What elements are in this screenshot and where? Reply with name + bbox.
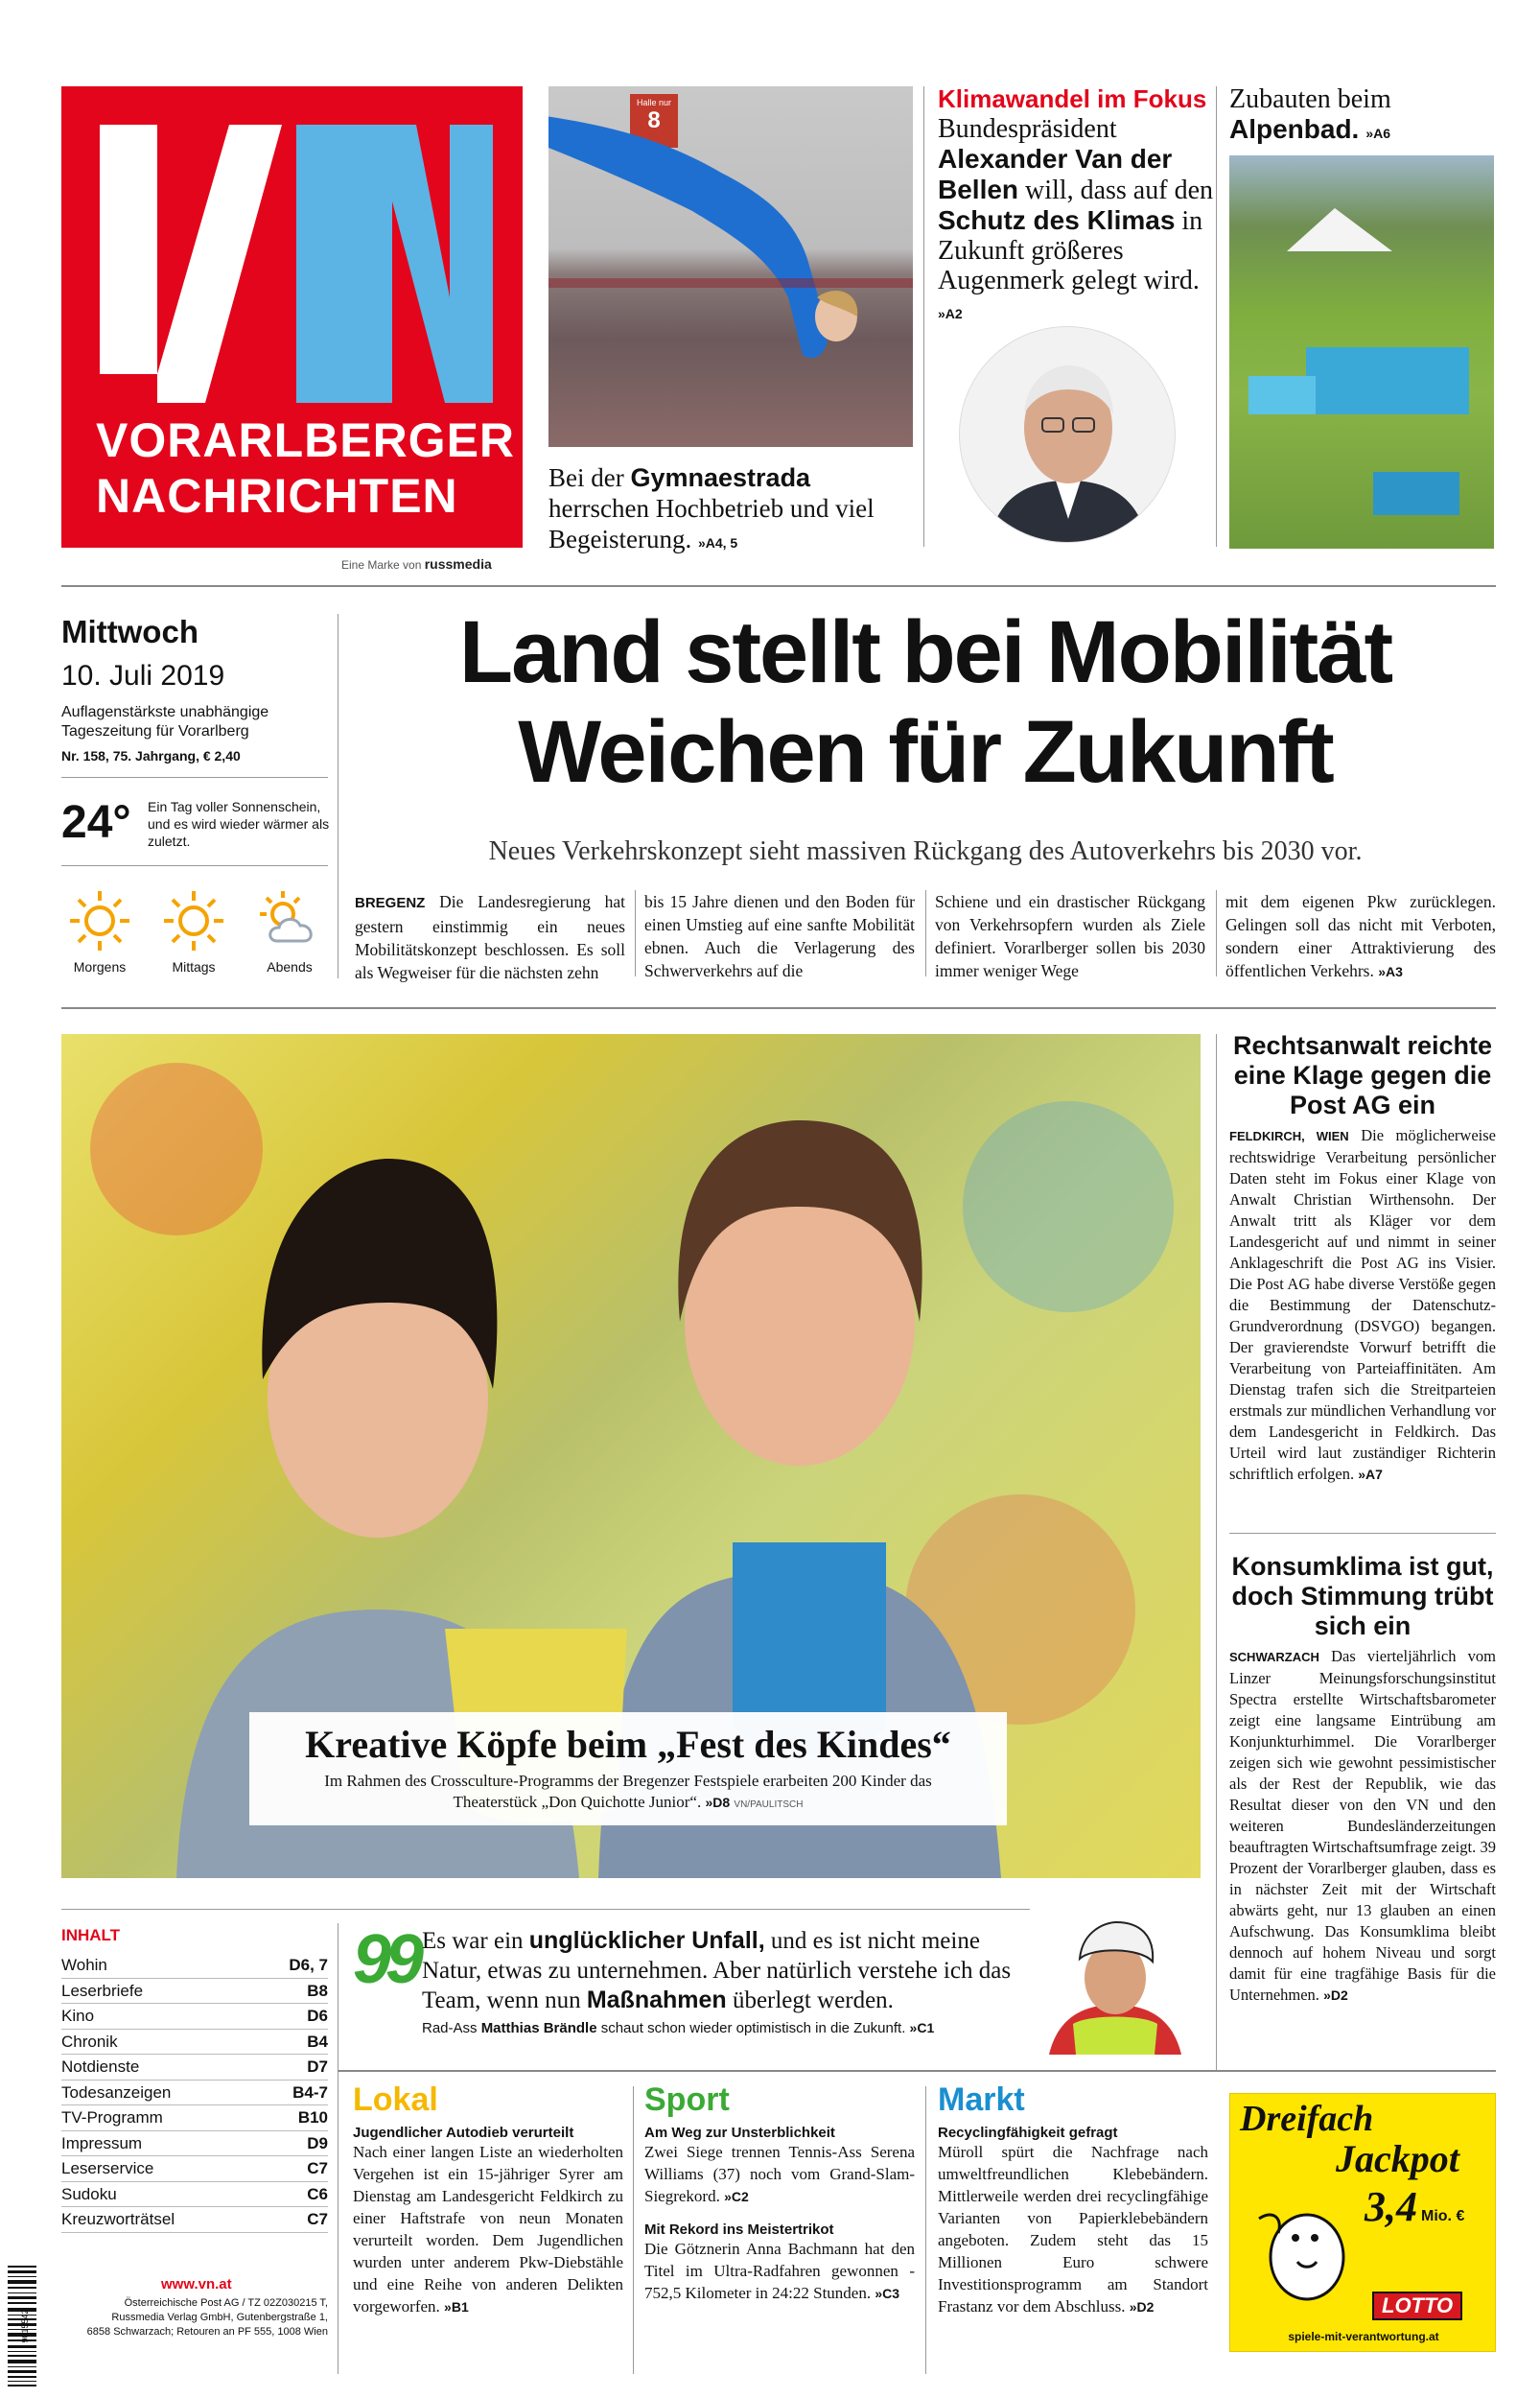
- weather-forecast: Ein Tag voller Sonnenschein, und es wird wieder wärmer als zuletzt.: [148, 799, 330, 849]
- inhalt-item[interactable]: [61, 2004, 328, 2030]
- inhalt-item[interactable]: [61, 2030, 328, 2056]
- section-lokal-title: Lokal: [353, 2081, 438, 2118]
- weekday: Mittwoch: [61, 614, 198, 649]
- inhalt-item-label: Kreuzworträtsel: [61, 2210, 175, 2228]
- hall-sign: Halle nur 8: [630, 94, 678, 148]
- lotto-footer: spiele-mit-verantwortung.at: [1288, 2330, 1439, 2343]
- inhalt-item-label: Todesanzeigen: [61, 2082, 172, 2102]
- portrait-person-icon: [960, 327, 1176, 543]
- pool-icon: [1229, 155, 1494, 549]
- weather-slot-morning: Morgens: [61, 887, 138, 975]
- inhalt-list: [61, 1953, 328, 2233]
- sun-icon: [160, 887, 227, 954]
- photo-caption-box: [249, 1712, 1007, 1825]
- inhalt-item-label: Sudoku: [61, 2184, 117, 2203]
- gymnaestrada-caption[interactable]: Bei der Gymnaestrada herrschen Hochbetrieb und viel Begeisterung. »A4, 5: [548, 463, 875, 553]
- inhalt-title: INHALT: [61, 1926, 121, 1944]
- section-sport-title: Sport: [644, 2081, 730, 2118]
- inhalt-item-label: Impressum: [61, 2133, 143, 2152]
- braendle-portrait[interactable]: [1030, 1909, 1201, 2055]
- lead-col-4: mit dem eigenen Pkw zurücklegen. Gelingen soll das nicht mit Verboten, sondern einer Attraktivierung des öffentlichen Verkehrs. »A3: [1225, 892, 1496, 980]
- inhalt-item-page: C6: [307, 2184, 328, 2203]
- inhalt-item-label: TV-Programm: [61, 2108, 163, 2127]
- lotto-mascot-icon: [1249, 2180, 1355, 2305]
- inhalt-item-page: B4-7: [292, 2082, 328, 2102]
- inhalt-item[interactable]: [61, 2207, 328, 2233]
- inhalt-item-page: D6: [307, 2007, 328, 2025]
- alpenbad-teaser[interactable]: Zubauten beim Alpenbad. »A6: [1229, 84, 1391, 144]
- tagline: Auflagenstärkste unabhängige Tageszeitung für Vorarlberg: [61, 704, 269, 740]
- imprint-url[interactable]: www.vn.at: [161, 2276, 232, 2292]
- klima-kicker: Klimawandel im Fokus: [938, 84, 1207, 113]
- inhalt-item-page: B10: [297, 2108, 328, 2127]
- weather-slot-noon: Mittags: [155, 887, 232, 975]
- masthead-name-line1: VORARLBERGER: [96, 413, 516, 467]
- inhalt-item-label: Wohin: [61, 1956, 107, 1974]
- gymnast-icon: [548, 86, 913, 447]
- inhalt-item-page: C7: [307, 2159, 328, 2177]
- brand-line: Eine Marke von russmedia: [341, 556, 492, 572]
- inhalt-item-page: B4: [307, 2032, 328, 2051]
- inhalt-item[interactable]: [61, 2105, 328, 2131]
- gymnaestrada-photo[interactable]: [548, 86, 913, 447]
- inhalt-item-page: D9: [307, 2133, 328, 2152]
- cyclist-portrait-icon: [1030, 1909, 1201, 2055]
- lead-col-1: BREGENZ Die Landesregierung hat gestern einstimmig ein neues Mobilitätskonzept beschlossen. Es soll als Wegweiser für die nächsten zehn: [355, 892, 626, 982]
- alpenbad-photo[interactable]: [1229, 155, 1494, 549]
- inhalt-item-page: C7: [307, 2210, 328, 2228]
- temperature: 24°: [61, 797, 131, 848]
- photo-story-caption: Im Rahmen des Crossculture-Programms der Bregenzer Festspiele erarbeiten 200 Kinder das Theaterstück „Don Quichotte Junior“. »D8 VN/PAULITSCH: [324, 1772, 932, 1811]
- klima-teaser[interactable]: Klimawandel im Fokus Bundespräsident Alexander Van der Bellen will, dass auf den Schutz des Klimas in Zukunft größeres Augenmerk gelegt wird. »A2: [938, 84, 1216, 329]
- side-story-1-body: FELDKIRCH, WIEN Die möglicherweise rechtswidrige Verarbeitung persönlicher Daten steht im Fokus einer Klage von Anwalt Christian Wirthensohn. Der Anwalt tritt als Kläger vor dem Landesgericht auf und nimmt in seiner Anklageschrift die Post AG ins Visier. Die Post AG habe diverse Verstöße gegen die Bestimmung der Datenschutz-Grundverordnung (DSVGO) begangen. Der gravierendste Vorwurf betrifft die Verarbeitung von Parteiaffinitäten. Am Dienstag trafen sich die Streitparteien erstmals zur mündlichen Verhandlung vor dem Landesgericht in Feldkirch. Das Urteil wird laut zuständiger Richterin schriftlich erfolgen. »A7: [1229, 1126, 1496, 1483]
- lotto-ad[interactable]: Dreifach Jackpot 3,4 Mio. € LOTTO spiele-mit-verantwortung.at: [1229, 2093, 1496, 2352]
- photo-story-title: Kreative Köpfe beim „Fest des Kindes“: [305, 1723, 951, 1766]
- inhalt-item[interactable]: [61, 2081, 328, 2106]
- quote-mark-icon: 99: [353, 1921, 419, 1998]
- side-story-2-headline[interactable]: Konsumklima ist gut, doch Stimmung trübt sich ein: [1231, 1552, 1494, 1640]
- inhalt-item[interactable]: [61, 1953, 328, 1979]
- inhalt-item-label: Kino: [61, 2007, 95, 2025]
- lead-subhead: Neues Verkehrskonzept sieht massiven Rückgang des Autoverkehrs bis 2030 vor.: [488, 836, 1363, 866]
- inhalt-item[interactable]: [61, 2156, 328, 2182]
- section-markt[interactable]: Markt Recyclingfähigkeit gefragt Müroll spürt die Nachfrage nach umweltfreundlichen Klebebändern. Mittlerweile werden drei recyclingfähige Varianten von Papierklebebändern angeboten. Zudem steht das 15 Millionen Euro schwere Investitionsprogramm am Standort Frastanz vor dem Abschluss. »D2: [938, 2081, 1208, 2316]
- lead-col-2: bis 15 Jahre dienen und den Boden für einen Umstieg auf eine sanfte Mobilität ebnen. Auch die Verlagerung des Schwerverkehrs auf die: [644, 892, 915, 980]
- side-story-2-body: SCHWARZACH Das vierteljährlich vom Linzer Meinungsforschungsinstitut Spectra erstellte Wirtschaftsbarometer zeigt eine langsame Eintrübung am Konjunkturhimmel. Die Vorarlberger zeigen sich wie gewohnt pessimistischer als der Rest der Republik, wie das Resultat dieser von den VN und den weiteren Bundesländerzeitungen beauftragten Wirtschaftsumfrage zeigt. 39 Prozent der Vorarlberger glauben, dass es in nächster Zeit mit der Wirtschaft abwärts geht, nur 13 glauben an einen Aufschwung. Das Konsumklima bleibt dennoch auf hohem Niveau und sorgt damit für eine tragfähige Basis für die Unternehmen. »D2: [1229, 1647, 1496, 2004]
- inhalt-item-page: D7: [307, 2057, 328, 2076]
- quote-attribution: Rad-Ass Matthias Brändle schaut schon wieder optimistisch in die Zukunft. »C1: [422, 2020, 935, 2036]
- lotto-brand: LOTTO: [1372, 2292, 1462, 2320]
- inhalt-item-label: Leserservice: [61, 2159, 154, 2177]
- inhalt-item-label: Chronik: [61, 2032, 118, 2051]
- inhalt-item[interactable]: [61, 2182, 328, 2208]
- inhalt-item[interactable]: [61, 2131, 328, 2157]
- masthead-logo[interactable]: [61, 86, 523, 548]
- lead-col-3: Schiene und ein drastischer Rückgang von Verkehrsopfern wurden als Ziele definiert. Vorarlberger sollen bis 2030 immer weniger Wege: [935, 892, 1205, 980]
- inhalt-item[interactable]: [61, 2055, 328, 2081]
- inhalt-item-page: B8: [307, 1981, 328, 2000]
- sun-cloud-icon: [256, 887, 323, 954]
- quote-text: Es war ein unglücklicher Unfall, und es ist nicht meine Natur, etwas zu unternehmen. Aber natürlich verstehe ich das Team, wenn nun Maßnahmen überlegt werden.: [422, 1927, 1012, 2013]
- side-story-1-headline[interactable]: Rechtsanwalt reichte eine Klage gegen die Post AG ein: [1232, 1031, 1493, 1119]
- inhalt-item-label: Notdienste: [61, 2057, 140, 2076]
- inhalt-item-label: Leserbriefe: [61, 1981, 144, 2000]
- section-sport[interactable]: Sport Am Weg zur Unsterblichkeit Zwei Siege trennen Tennis-Ass Serena Williams (37) noch vom Grand-Slam-Siegrekord. »C2 Mit Rekord ins Meistertrikot Die Götznerin Anna Bachmann hat den Titel im Ultra-Radfahren gewonnen - 752,5 Kilometer in 24:22 Stunden. »C3: [644, 2081, 915, 2302]
- barcode-number: 9015542: [20, 2309, 30, 2343]
- issue-date: 10. Juli 2019: [61, 660, 225, 692]
- lead-headline: Land stellt bei Mobilität Weichen für Zukunft: [458, 603, 1392, 801]
- vanderbellen-portrait[interactable]: [959, 326, 1176, 543]
- weather-slot-evening: Abends: [251, 887, 328, 975]
- inhalt-item-page: D6, 7: [289, 1956, 328, 1974]
- section-markt-title: Markt: [938, 2081, 1025, 2118]
- section-lokal[interactable]: Lokal Jugendlicher Autodieb verurteilt Nach einer langen Liste an wiederholten Vergehen ist ein 15-jähriger Syrer am Dienstag am Landesgericht Feldkirch zu einer Haftstrafe von neun Monaten verurteilt worden. Dem Jugendlichen wurden unter anderem Pkw-Diebstähle und eine Reihe von anderen Delikten vorgeworfen. »B1: [353, 2081, 623, 2316]
- imprint-text: Österreichische Post AG / TZ 02Z030215 T, Russmedia Verlag GmbH, Gutenbergstraße 1, 6858 Schwarzach; Retouren an PF 555, 1008 Wien: [86, 2297, 328, 2338]
- issue-number: Nr. 158, 75. Jahrgang, € 2,40: [61, 748, 241, 764]
- inhalt-item[interactable]: [61, 1979, 328, 2005]
- sun-icon: [66, 887, 133, 954]
- masthead-name-line2: NACHRICHTEN: [96, 469, 458, 523]
